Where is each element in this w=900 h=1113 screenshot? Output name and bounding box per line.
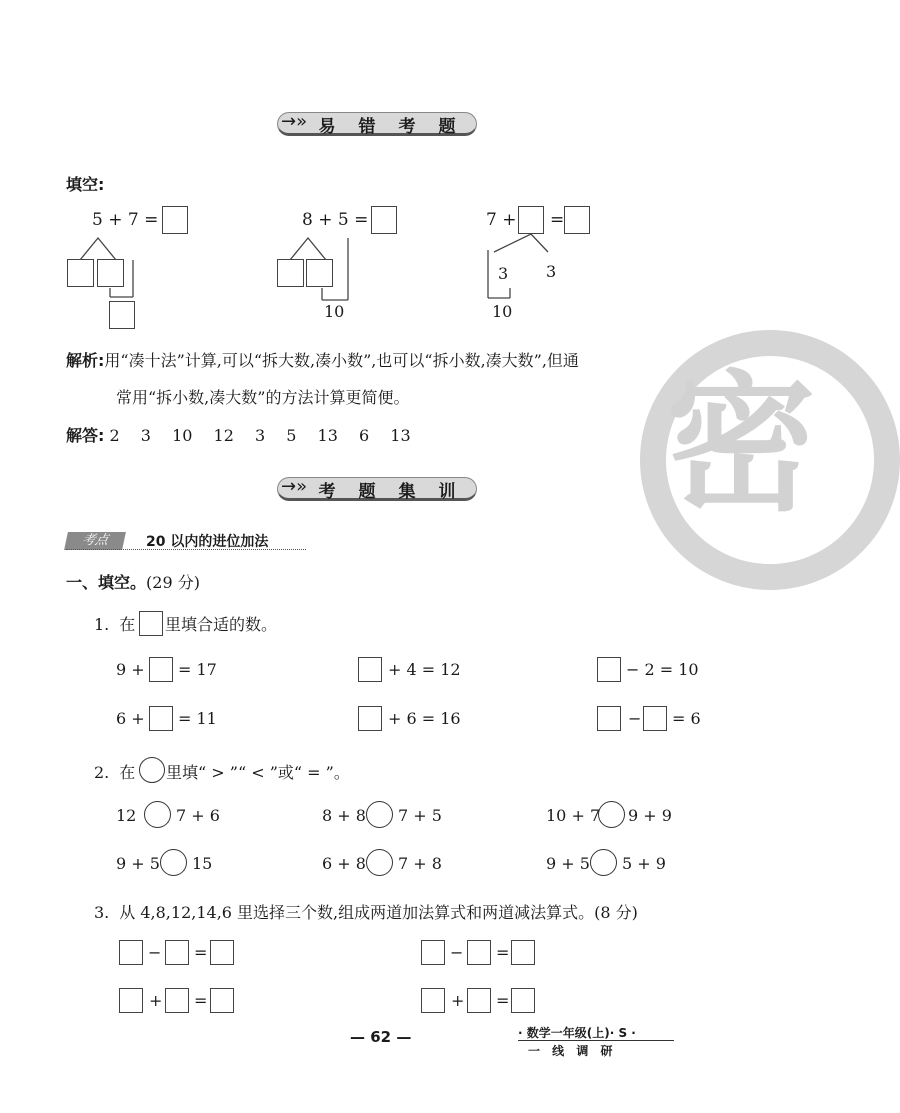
analysis-block	[66, 348, 579, 371]
answer-value: 3	[140, 426, 151, 445]
q3-prompt: 3. 从 4,8,12,14,6 里选择三个数,组成两道加法算式和两道减法算式。(8 分)	[94, 903, 638, 922]
split-value-left: 3	[498, 264, 509, 283]
fill-box[interactable]	[421, 988, 445, 1013]
compare-circle[interactable]	[598, 801, 625, 828]
header-char: 考	[318, 482, 336, 502]
watermark-seal	[640, 330, 900, 590]
q2-suffix: 里填“ > ”“ < ”或“ = ”。	[166, 763, 350, 782]
analysis-line1: 用“凑十法”计算,可以“拆大数,凑小数”,也可以“拆小数,凑大数”,但通	[104, 351, 579, 370]
q1-prompt: 1. 在	[94, 615, 136, 634]
split-box-left[interactable]	[67, 259, 94, 287]
answer-value: 13	[317, 426, 338, 445]
answer-label: 解答:	[66, 426, 105, 445]
fill-box[interactable]	[119, 940, 143, 965]
kaodian-title: 20 以内的进位加法	[146, 534, 269, 550]
fill-box[interactable]	[643, 706, 667, 731]
kaodian-underline	[66, 549, 306, 550]
problem3-equals: =	[550, 210, 565, 230]
answer-value: 6	[358, 426, 370, 445]
problem2-expression: 8 + 5 =	[302, 210, 369, 230]
fill-box[interactable]	[511, 988, 535, 1013]
header-char: 集	[398, 482, 416, 502]
header-char: 训	[438, 482, 456, 502]
watermark-char: 密	[666, 358, 817, 532]
header-char: 考	[398, 117, 416, 137]
footer-rule	[518, 1040, 674, 1041]
footer-series: 一 线 调 研	[528, 1044, 617, 1058]
answer-value: 3	[254, 426, 266, 445]
answer-line	[66, 423, 411, 446]
header-char: 错	[358, 117, 376, 137]
section-header-errors	[277, 110, 477, 136]
example-circle	[139, 757, 165, 783]
compare-circle[interactable]	[366, 849, 393, 876]
part1-title: 一、填空。(29 分)	[66, 573, 200, 592]
arrow-icon: →»	[281, 111, 308, 132]
analysis-line2: 常用“拆小数,凑大数”的方法计算更简便。	[116, 388, 410, 407]
ten-label: 10	[492, 302, 513, 321]
fill-label: 填空:	[66, 175, 105, 194]
fill-box[interactable]	[119, 988, 143, 1013]
split-box-left[interactable]	[277, 259, 304, 287]
fill-box[interactable]	[149, 657, 173, 682]
fill-box[interactable]	[597, 706, 621, 731]
section-header-practice	[277, 475, 477, 501]
q2-prompt: 2. 在	[94, 763, 136, 782]
problem1-expression: 5 + 7 =	[92, 210, 159, 230]
decomposition-lines	[480, 230, 580, 310]
page-number: — 62 —	[350, 1028, 412, 1046]
answer-value: 12	[213, 426, 234, 445]
example-box	[139, 611, 163, 636]
compare-circle[interactable]	[366, 801, 393, 828]
fill-box[interactable]	[467, 988, 491, 1013]
split-value-right: 3	[546, 262, 557, 281]
ten-label: 10	[324, 302, 345, 321]
split-box-right[interactable]	[306, 259, 333, 287]
fill-box[interactable]	[210, 940, 234, 965]
answer-value: 10	[172, 426, 193, 445]
fill-box[interactable]	[511, 940, 535, 965]
fill-box[interactable]	[358, 657, 382, 682]
fill-box[interactable]	[165, 988, 189, 1013]
answer-value: 13	[390, 426, 411, 445]
header-char: 题	[438, 117, 456, 137]
answer-value: 5	[286, 426, 297, 445]
fill-box[interactable]	[149, 706, 173, 731]
fill-box[interactable]	[597, 657, 621, 682]
compare-circle[interactable]	[144, 801, 171, 828]
arrow-icon: →»	[281, 476, 308, 497]
fill-box[interactable]	[467, 940, 491, 965]
compare-circle[interactable]	[590, 849, 617, 876]
sum-box[interactable]	[109, 301, 135, 329]
split-box-right[interactable]	[97, 259, 124, 287]
kaodian-tag: 考点	[64, 532, 126, 550]
fill-box[interactable]	[358, 706, 382, 731]
header-char: 易	[318, 117, 336, 137]
answer-value: 2	[109, 426, 120, 445]
fill-box[interactable]	[210, 988, 234, 1013]
problem3-expression-left: 7 +	[486, 210, 517, 230]
analysis-label: 解析:	[66, 351, 105, 370]
q1-suffix: 里填合适的数。	[165, 615, 278, 634]
footer-book: · 数学一年级(上)· S ·	[518, 1026, 636, 1040]
compare-circle[interactable]	[160, 849, 187, 876]
header-char: 题	[358, 482, 376, 502]
fill-box[interactable]	[421, 940, 445, 965]
fill-box[interactable]	[165, 940, 189, 965]
